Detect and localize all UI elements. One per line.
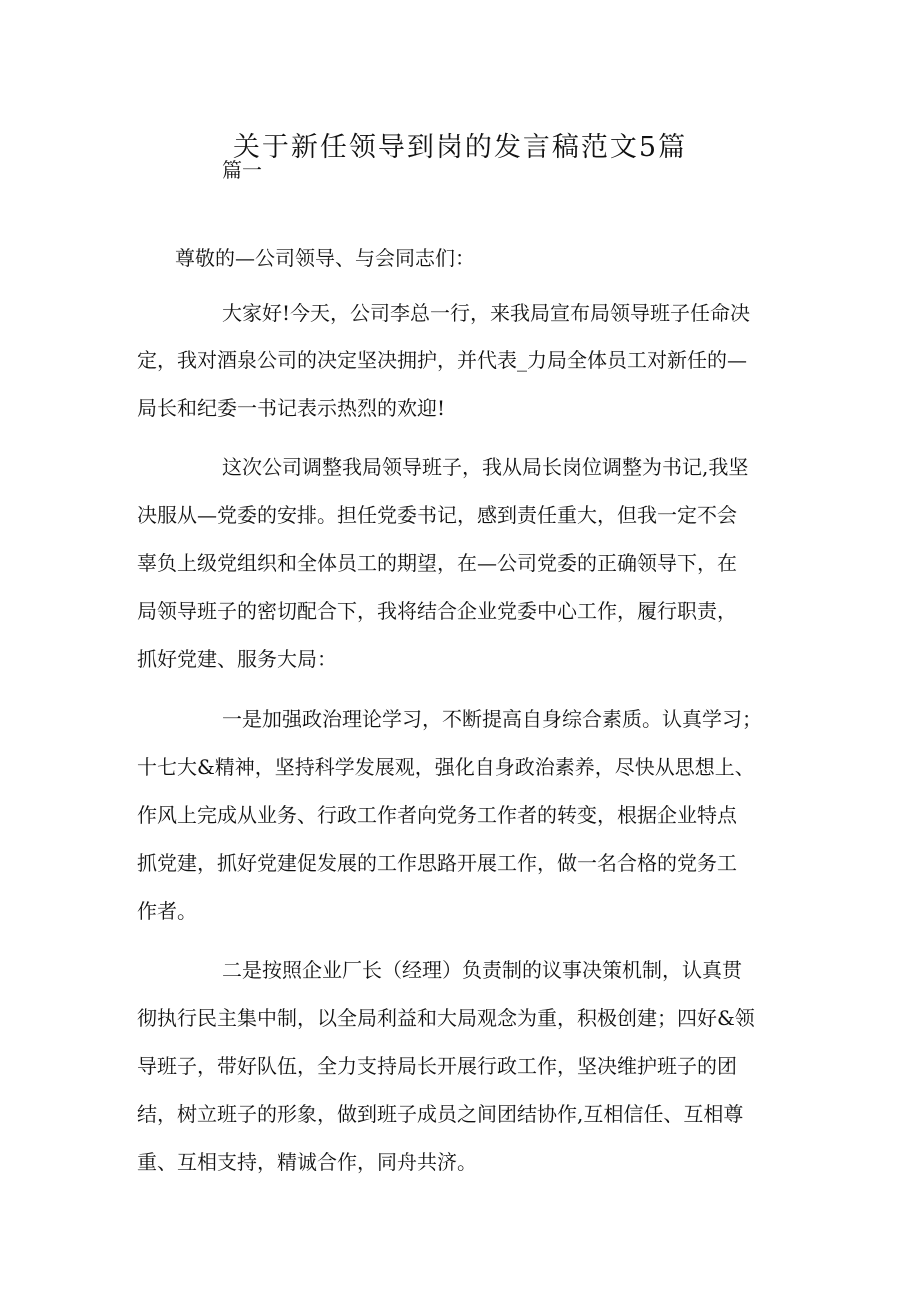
paragraph-line: 抓好党建、服务大局： [137, 647, 337, 671]
paragraph-line: 作者。 [137, 899, 197, 923]
paragraph-line: 导班子，带好队伍，全力支持局长开展行政工作，坚决维护班子的团 [137, 1054, 737, 1078]
paragraph-line: 抓党建，抓好党建促发展的工作思路开展工作，做一名合格的党务工 [137, 851, 737, 875]
section-label: 篇一 [222, 158, 262, 182]
paragraph-line: 彻执行民主集中制，以全局利益和大局观念为重，积极创建；四好&领 [137, 1006, 755, 1030]
paragraph-line: 决服从—党委的安排。担任党委书记，感到责任重大，但我一定不会 [137, 503, 737, 527]
paragraph-line: 重、互相支持，精诚合作，同舟共济。 [137, 1150, 477, 1174]
paragraph-line: 局长和纪委一书记表示热烈的欢迎! [137, 396, 446, 420]
paragraph-line: 定，我对酒泉公司的决定坚决拥护，并代表_力局全体员工对新任的— [137, 348, 747, 372]
paragraph-line: 十七大&精神，坚持科学发展观，强化自身政治素养，尽快从思想上、 [137, 755, 755, 779]
salutation: 尊敬的—公司领导、与会同志们： [175, 246, 475, 270]
paragraph-line: 作风上完成从业务、行政工作者向党务工作者的转变，根据企业特点 [137, 803, 737, 827]
paragraph-line: 这次公司调整我局领导班子，我从局长岗位调整为书记,我坚 [222, 455, 749, 479]
document-title: 关于新任领导到岗的发言稿范文5篇 [232, 132, 688, 163]
paragraph-line: 结，树立班子的形象，做到班子成员之间团结协作,互相信任、互相尊 [137, 1102, 744, 1126]
paragraph-line: 一是加强政治理论学习，不断提高自身综合素质。认真学习； [222, 707, 762, 731]
paragraph-line: 局领导班子的密切配合下，我将结合企业党委中心工作，履行职责， [137, 599, 737, 623]
paragraph-line: 大家好!今天，公司李总一行，来我局宣布局领导班子任命决 [222, 301, 751, 325]
paragraph-line: 二是按照企业厂长（经理）负责制的议事决策机制，认真贯 [222, 958, 742, 982]
paragraph-line: 辜负上级党组织和全体员工的期望，在—公司党委的正确领导下，在 [137, 551, 737, 575]
